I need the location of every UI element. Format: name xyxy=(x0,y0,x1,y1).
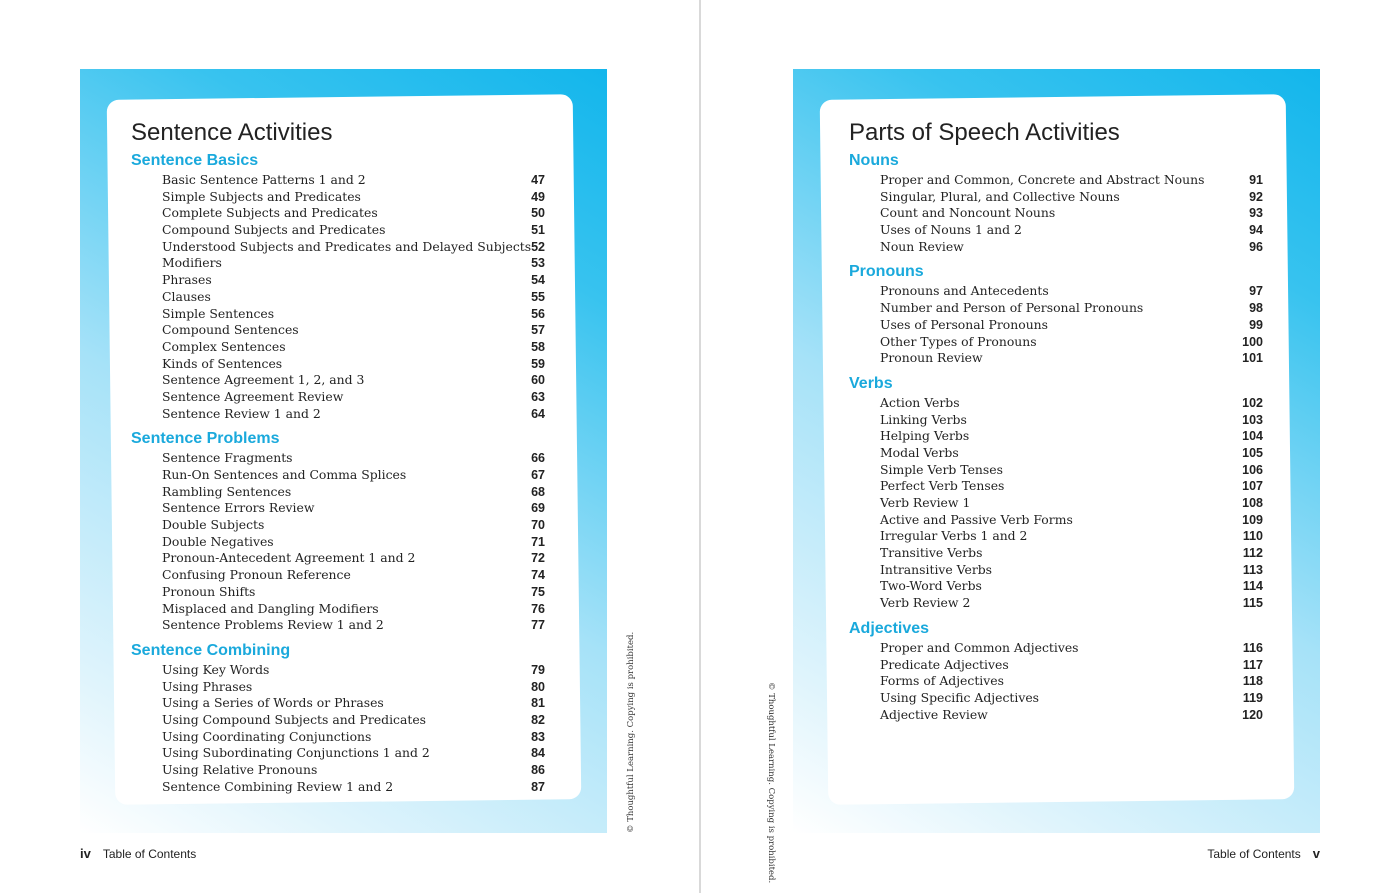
toc-entry-label: Sentence Agreement 1, 2, and 3 xyxy=(162,372,365,388)
toc-entry-page-number: 47 xyxy=(531,173,545,187)
toc-entry xyxy=(849,528,1279,545)
toc-entry xyxy=(131,289,561,306)
toc-entry-page-number: 71 xyxy=(531,534,545,549)
toc-entry xyxy=(849,673,1279,690)
toc-entry xyxy=(849,300,1279,317)
toc-entry xyxy=(131,372,561,389)
toc-entry-page-number: 70 xyxy=(531,518,545,533)
toc-entry xyxy=(131,272,561,289)
toc-entry xyxy=(131,172,561,189)
toc-entry xyxy=(849,412,1279,429)
toc-list xyxy=(131,662,561,796)
toc-entry-label: Sentence Agreement Review xyxy=(162,388,344,404)
toc-entry xyxy=(849,239,1279,256)
toc-entry-label: Sentence Errors Review xyxy=(162,500,315,516)
toc-entry-page-number: 98 xyxy=(1249,301,1263,316)
toc-entry-page-number: 83 xyxy=(531,729,545,744)
toc-entry xyxy=(131,695,561,712)
toc-entry-page-number: 54 xyxy=(531,273,545,288)
toc-entry xyxy=(131,484,561,501)
toc-entry-label: Uses of Personal Pronouns xyxy=(880,316,1049,332)
toc-entry xyxy=(849,462,1279,479)
toc-entry-label: Complex Sentences xyxy=(162,338,286,354)
toc-entry-page-number: 79 xyxy=(531,662,545,677)
toc-entry-page-number: 108 xyxy=(1242,496,1263,510)
toc-entry-label: Double Negatives xyxy=(162,533,274,549)
toc-entry xyxy=(849,205,1279,222)
toc-entry-page-number: 77 xyxy=(531,618,545,633)
toc-entry-page-number: 76 xyxy=(531,601,545,616)
toc-entry-page-number: 97 xyxy=(1249,284,1263,299)
toc-entry-label: Singular, Plural, and Collective Nouns xyxy=(880,188,1120,204)
toc-entry-label: Run-On Sentences and Comma Splices xyxy=(162,467,407,482)
toc-entry-label: Sentence Combining Review 1 and 2 xyxy=(162,778,394,794)
toc-entry-page-number: 66 xyxy=(531,451,545,466)
right-copyright-notice: © Thoughtful Learning. Copying is prohibited. xyxy=(766,682,776,884)
toc-entry xyxy=(849,428,1279,445)
toc-entry-page-number: 57 xyxy=(531,323,545,338)
toc-entry-label: Simple Subjects and Predicates xyxy=(162,188,361,204)
toc-entry-page-number: 59 xyxy=(531,356,545,371)
toc-entry xyxy=(131,467,561,484)
toc-entry-page-number: 82 xyxy=(531,712,545,727)
toc-entry-page-number: 55 xyxy=(531,289,545,304)
toc-entry-page-number: 106 xyxy=(1242,462,1263,477)
toc-entry-label: Verb Review 1 xyxy=(880,495,971,510)
toc-entry xyxy=(131,339,561,356)
toc-entry-label: Using Relative Pronouns xyxy=(162,762,318,777)
toc-entry xyxy=(131,550,561,567)
toc-entry xyxy=(849,562,1279,579)
toc-entry xyxy=(131,584,561,601)
toc-entry-page-number: 49 xyxy=(531,189,545,204)
toc-entry-label: Simple Verb Tenses xyxy=(880,461,1003,477)
toc-entry xyxy=(849,545,1279,562)
toc-entry-label: Using Key Words xyxy=(162,661,270,677)
toc-entry-label: Using Subordinating Conjunctions 1 and 2 xyxy=(162,745,430,761)
toc-entry-page-number: 107 xyxy=(1242,479,1263,494)
toc-entry-label: Predicate Adjectives xyxy=(880,656,1009,672)
toc-entry xyxy=(131,712,561,729)
toc-entry-page-number: 113 xyxy=(1242,562,1263,577)
toc-entry-page-number: 101 xyxy=(1242,351,1263,366)
toc-entry-page-number: 99 xyxy=(1249,317,1263,332)
toc-entry-label: Using Compound Subjects and Predicates xyxy=(162,711,427,727)
left-page-number: iv xyxy=(80,846,91,861)
toc-entry-page-number: 56 xyxy=(531,306,545,321)
toc-entry-page-number: 96 xyxy=(1249,239,1263,254)
toc-entry xyxy=(849,640,1279,657)
toc-entry xyxy=(131,762,561,779)
toc-entry-label: Double Subjects xyxy=(162,517,265,533)
toc-entry-label: Proper and Common Adjectives xyxy=(880,639,1079,655)
left-copyright-notice: © Thoughtful Learning. Copying is prohibited. xyxy=(626,631,636,833)
toc-entry-page-number: 100 xyxy=(1242,334,1263,349)
toc-entry-label: Modifiers xyxy=(162,255,222,271)
toc-entry-page-number: 117 xyxy=(1242,657,1263,672)
toc-entry-label: Kinds of Sentences xyxy=(162,355,283,371)
toc-entry xyxy=(131,306,561,323)
toc-entry-label: Compound Subjects and Predicates xyxy=(162,222,386,238)
toc-entry xyxy=(849,283,1279,300)
toc-entry-label: Compound Sentences xyxy=(162,322,299,338)
toc-entry-page-number: 72 xyxy=(531,551,545,566)
toc-entry-page-number: 58 xyxy=(531,339,545,354)
toc-entry xyxy=(131,662,561,679)
toc-entry xyxy=(131,617,561,634)
toc-entry-label: Confusing Pronoun Reference xyxy=(162,567,351,583)
right-sections xyxy=(849,150,1279,723)
toc-entry-label: Linking Verbs xyxy=(880,411,967,427)
left-toc xyxy=(131,118,561,801)
toc-entry xyxy=(849,445,1279,462)
toc-list xyxy=(131,172,561,422)
toc-entry xyxy=(131,679,561,696)
toc-entry xyxy=(849,334,1279,351)
toc-entry xyxy=(849,595,1279,612)
toc-entry-label: Sentence Review 1 and 2 xyxy=(162,405,321,421)
toc-entry-page-number: 68 xyxy=(531,484,545,499)
left-sections xyxy=(131,150,561,795)
toc-entry xyxy=(131,450,561,467)
toc-entry-label: Sentence Problems Review 1 and 2 xyxy=(162,617,384,633)
toc-list xyxy=(131,450,561,634)
book-gutter xyxy=(699,0,701,893)
toc-entry-label: Pronoun Review xyxy=(880,350,983,366)
section-heading: Adjectives xyxy=(849,619,930,637)
toc-entry-page-number: 69 xyxy=(531,501,545,516)
toc-entry xyxy=(131,745,561,762)
toc-entry-page-number: 64 xyxy=(531,406,545,421)
toc-entry-page-number: 115 xyxy=(1242,596,1263,611)
toc-entry-page-number: 74 xyxy=(531,568,545,583)
toc-entry-page-number: 116 xyxy=(1242,640,1263,655)
toc-entry-label: Simple Sentences xyxy=(162,305,275,321)
section-heading: Pronouns xyxy=(849,263,924,281)
right-toc xyxy=(849,118,1279,729)
toc-entry-label: Active and Passive Verb Forms xyxy=(880,511,1073,527)
toc-entry-label: Count and Noncount Nouns xyxy=(880,205,1056,221)
toc-entry xyxy=(131,779,561,796)
toc-entry xyxy=(849,350,1279,367)
toc-entry-label: Uses of Nouns 1 and 2 xyxy=(880,222,1022,238)
toc-entry-label: Proper and Common, Concrete and Abstract Nouns xyxy=(880,172,1205,187)
toc-entry-label: Rambling Sentences xyxy=(162,483,292,499)
toc-entry xyxy=(849,495,1279,512)
toc-entry-label: Pronoun Shifts xyxy=(162,583,256,599)
toc-entry-label: Forms of Adjectives xyxy=(880,673,1004,689)
toc-entry-label: Using a Series of Words or Phrases xyxy=(162,695,384,711)
toc-entry-label: Clauses xyxy=(162,288,211,304)
toc-list xyxy=(849,172,1279,255)
toc-entry xyxy=(849,189,1279,206)
toc-entry-label: Modal Verbs xyxy=(880,444,959,460)
left-footer xyxy=(80,845,196,863)
toc-entry-label: Noun Review xyxy=(880,238,964,254)
toc-entry-page-number: 52 xyxy=(531,239,545,254)
right-footer xyxy=(1207,845,1320,863)
toc-entry-page-number: 102 xyxy=(1242,395,1263,410)
toc-entry xyxy=(131,500,561,517)
toc-entry-page-number: 75 xyxy=(531,584,545,599)
section-heading: Nouns xyxy=(849,152,899,169)
toc-entry-page-number: 119 xyxy=(1242,690,1263,705)
left-page-title: Sentence Activities xyxy=(131,119,333,146)
toc-entry xyxy=(131,255,561,272)
toc-entry-label: Misplaced and Dangling Modifiers xyxy=(162,600,379,616)
toc-entry xyxy=(131,567,561,584)
toc-entry-page-number: 112 xyxy=(1242,546,1263,561)
toc-entry-page-number: 86 xyxy=(531,763,545,777)
toc-entry-page-number: 92 xyxy=(1249,189,1263,204)
toc-entry-page-number: 51 xyxy=(531,223,545,238)
section-heading: Sentence Problems xyxy=(131,430,280,448)
toc-entry-page-number: 109 xyxy=(1242,512,1263,527)
section-heading: Sentence Combining xyxy=(131,641,291,659)
toc-entry-page-number: 114 xyxy=(1242,579,1263,594)
toc-entry-page-number: 93 xyxy=(1249,206,1263,221)
toc-entry-page-number: 60 xyxy=(531,373,545,388)
toc-entry xyxy=(849,395,1279,412)
toc-entry-label: Perfect Verb Tenses xyxy=(880,478,1005,494)
toc-entry-page-number: 103 xyxy=(1242,412,1263,427)
toc-entry-label: Using Specific Adjectives xyxy=(880,689,1040,705)
left-footer-label: Table of Contents xyxy=(102,847,197,861)
toc-entry xyxy=(131,222,561,239)
right-page-title: Parts of Speech Activities xyxy=(849,119,1120,146)
toc-entry-page-number: 80 xyxy=(531,679,545,694)
toc-list xyxy=(849,283,1279,366)
toc-entry xyxy=(131,517,561,534)
toc-entry-label: Understood Subjects and Predicates and Delayed Subjects xyxy=(162,238,532,254)
toc-entry-page-number: 104 xyxy=(1242,429,1263,444)
toc-entry-label: Adjective Review xyxy=(880,706,988,722)
toc-entry xyxy=(849,707,1279,724)
toc-entry xyxy=(131,356,561,373)
toc-list xyxy=(849,640,1279,723)
toc-entry-label: Irregular Verbs 1 and 2 xyxy=(880,528,1028,544)
toc-entry-label: Using Phrases xyxy=(162,678,253,694)
toc-entry-page-number: 91 xyxy=(1249,173,1263,187)
toc-entry xyxy=(131,729,561,746)
toc-entry xyxy=(131,389,561,406)
toc-entry xyxy=(131,534,561,551)
toc-entry-page-number: 84 xyxy=(531,746,545,761)
toc-entry-page-number: 63 xyxy=(531,389,545,404)
toc-entry-page-number: 105 xyxy=(1242,445,1263,460)
toc-entry-label: Verb Review 2 xyxy=(880,595,971,611)
toc-entry-page-number: 53 xyxy=(531,256,545,271)
toc-entry-page-number: 87 xyxy=(531,779,545,794)
toc-entry xyxy=(849,317,1279,334)
toc-entry xyxy=(849,172,1279,189)
toc-entry xyxy=(849,222,1279,239)
right-footer-label: Table of Contents xyxy=(1207,847,1301,861)
toc-entry xyxy=(131,239,561,256)
toc-entry-label: Transitive Verbs xyxy=(880,545,983,561)
toc-entry-page-number: 50 xyxy=(531,206,545,221)
toc-list xyxy=(849,395,1279,612)
toc-entry xyxy=(849,690,1279,707)
toc-entry xyxy=(131,406,561,423)
toc-entry-label: Complete Subjects and Predicates xyxy=(162,205,378,221)
toc-entry-label: Two-Word Verbs xyxy=(880,578,982,594)
toc-entry xyxy=(131,189,561,206)
section-heading: Sentence Basics xyxy=(131,152,259,169)
toc-entry-label: Pronouns and Antecedents xyxy=(880,283,1049,299)
toc-entry xyxy=(131,205,561,222)
toc-entry-page-number: 120 xyxy=(1242,707,1263,722)
toc-entry-label: Pronoun-Antecedent Agreement 1 and 2 xyxy=(162,550,416,566)
toc-entry xyxy=(849,578,1279,595)
toc-entry-page-number: 118 xyxy=(1242,674,1263,689)
toc-entry-label: Number and Person of Personal Pronouns xyxy=(880,300,1144,316)
right-page-number: v xyxy=(1312,846,1320,861)
toc-entry xyxy=(131,322,561,339)
section-heading: Verbs xyxy=(849,374,893,392)
toc-entry xyxy=(849,512,1279,529)
toc-entry-label: Using Coordinating Conjunctions xyxy=(162,728,372,744)
toc-entry xyxy=(131,601,561,618)
toc-entry-page-number: 67 xyxy=(531,468,545,482)
toc-entry-page-number: 81 xyxy=(531,696,545,711)
toc-entry-label: Basic Sentence Patterns 1 and 2 xyxy=(162,172,366,187)
toc-entry-label: Other Types of Pronouns xyxy=(880,333,1037,349)
toc-entry-label: Helping Verbs xyxy=(880,428,970,444)
toc-entry-page-number: 110 xyxy=(1242,529,1263,544)
toc-entry-label: Action Verbs xyxy=(880,394,960,410)
toc-entry xyxy=(849,478,1279,495)
toc-entry-label: Intransitive Verbs xyxy=(880,561,993,577)
toc-entry-label: Sentence Fragments xyxy=(162,450,293,466)
toc-entry xyxy=(849,657,1279,674)
toc-entry-page-number: 94 xyxy=(1249,223,1263,238)
toc-entry-label: Phrases xyxy=(162,272,212,288)
